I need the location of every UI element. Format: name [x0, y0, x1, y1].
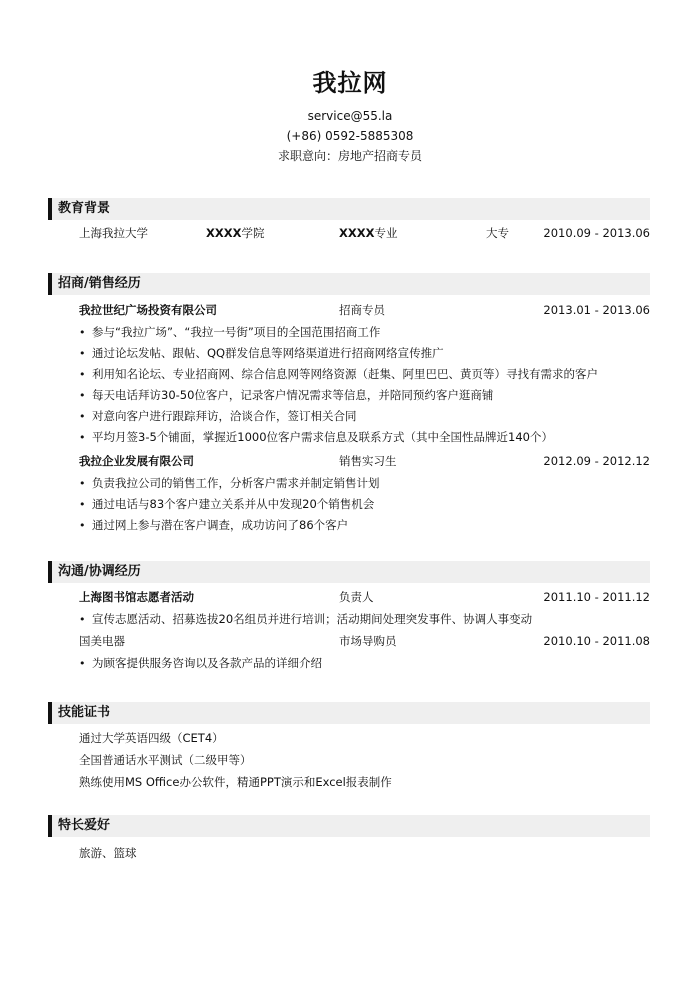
company: 我拉企业发展有限公司 [79, 454, 194, 468]
date: 2013.01 - 2013.06 [543, 303, 650, 317]
section-title: 招商/销售经历 [48, 273, 650, 295]
email: service@55.la [307, 109, 393, 123]
job-row [79, 450, 650, 473]
list-item: • 为顾客提供服务咨询以及各款产品的详细介绍 [79, 656, 322, 670]
company: 我拉世纪广场投资有限公司 [79, 303, 217, 317]
list-item: • 参与“我拉广场”、“我拉一号街”项目的全国范围招商工作 [79, 325, 381, 339]
job-bullets [79, 473, 650, 536]
section-title: 教育背景 [48, 198, 650, 220]
job-row [79, 630, 650, 653]
degree: 大专 [486, 226, 509, 240]
candidate-name: 我拉网 [312, 69, 388, 97]
list-item: • 对意向客户进行跟踪拜访，洽谈合作，签订相关合同 [79, 409, 357, 423]
skill-item: 通过大学英语四级（CET4） [79, 731, 224, 745]
company: 国美电器 [79, 634, 125, 648]
list-item: • 每天电话拜访30-50位客户，记录客户情况需求等信息，并陪同预约客户逛商铺 [79, 388, 494, 402]
job-objective: 求职意向：房地产招商专员 [277, 149, 422, 163]
job-row [79, 586, 650, 609]
date: 2012.09 - 2012.12 [543, 454, 650, 468]
hobby-item: 旅游、篮球 [79, 846, 137, 860]
date: 2010.10 - 2011.08 [543, 634, 650, 648]
education-section [48, 198, 650, 245]
job-bullets [79, 322, 650, 448]
date: 2010.09 - 2013.06 [543, 226, 650, 240]
resume-header [0, 0, 700, 166]
role: 市场导购员 [339, 634, 397, 648]
list-item: • 通过论坛发帖、跟帖、QQ群发信息等网络渠道进行招商网络宣传推广 [79, 346, 444, 360]
skills-section [48, 702, 650, 793]
list-item: • 通过电话与83个客户建立关系并从中发现20个销售机会 [79, 497, 375, 511]
company: 上海图书馆志愿者活动 [79, 590, 194, 604]
job-bullets [79, 609, 650, 630]
list-item: • 负责我拉公司的销售工作，分析客户需求并制定销售计划 [79, 476, 380, 490]
college: XXXX学院 [206, 226, 265, 240]
major: XXXX专业 [339, 226, 398, 240]
role: 销售实习生 [339, 454, 397, 468]
list-item: • 宣传志愿活动、招募选拔20名组员并进行培训；活动期间处理突发事件、协调人事变动 [79, 612, 533, 626]
job-row [79, 299, 650, 322]
job-bullets [79, 653, 650, 674]
date: 2011.10 - 2011.12 [543, 590, 650, 604]
list-item: • 通过网上参与潜在客户调查，成功访问了86个客户 [79, 518, 349, 532]
skill-item: 熟练使用MS Office办公软件，精通PPT演示和Excel报表制作 [79, 775, 392, 789]
phone: (+86) 0592-5885308 [286, 129, 414, 143]
skill-item: 全国普通话水平测试（二级甲等） [79, 753, 252, 767]
section-title: 技能证书 [48, 702, 650, 724]
education-row [79, 222, 650, 245]
role: 负责人 [339, 590, 374, 604]
section-title: 特长爱好 [48, 815, 650, 837]
sales-section [48, 273, 650, 536]
list-item: • 平均月签3-5个铺面，掌握近1000位客户需求信息及联系方式（其中全国性品牌近140个） [79, 430, 553, 444]
hobbies-section [48, 815, 650, 864]
list-item: • 利用知名论坛、专业招商网、综合信息网等网络资源（赶集、阿里巴巴、黄页等）寻找有需求的客户 [79, 367, 598, 381]
section-title: 沟通/协调经历 [48, 561, 650, 583]
communication-section [48, 561, 650, 674]
school: 上海我拉大学 [79, 226, 148, 240]
role: 招商专员 [339, 303, 385, 317]
